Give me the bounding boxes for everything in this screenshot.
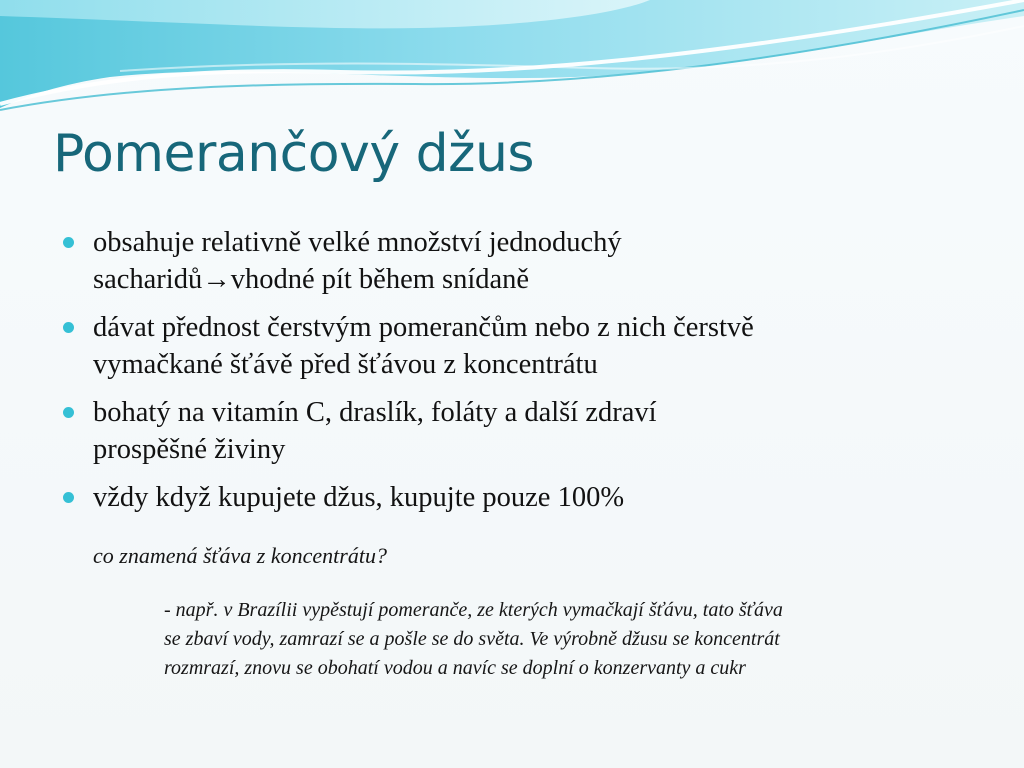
answer-line: se zbaví vody, zamrazí se a pošle se do světa. Ve výrobně džusu se koncentrát — [164, 628, 780, 650]
bullet-item — [62, 394, 982, 468]
bullet-text-line: prospěšné živiny — [93, 434, 286, 465]
slide-title: Pomerančový džus — [53, 124, 534, 184]
bullet-dot-icon — [63, 407, 74, 418]
question-text: co znamená šťáva z koncentrátu? — [93, 543, 387, 568]
bullet-dot-icon — [63, 322, 74, 333]
bullet-text-line: sacharidů→vhodné pít během snídaně — [93, 264, 530, 295]
decorative-wave-header — [0, 0, 1024, 120]
bullet-text-line: vždy když kupujete džus, kupujte pouze 100% — [93, 482, 625, 513]
answer-note — [164, 596, 984, 683]
bullet-dot-icon — [63, 492, 74, 503]
bullet-dot-icon — [63, 237, 74, 248]
bullet-item — [62, 224, 982, 298]
answer-line: rozmrazí, znovu se obohatí vodou a navíc se doplní o konzervanty a cukr — [164, 657, 746, 679]
bullet-text-line: obsahuje relativně velké množství jednoduchý — [93, 227, 622, 258]
bullet-text-line: bohatý na vitamín C, draslík, foláty a další zdraví — [93, 397, 657, 428]
bullet-text-line: vymačkané šťávě před šťávou z koncentrátu — [93, 349, 598, 380]
bullet-list — [62, 224, 982, 527]
answer-line: - např. v Brazílii vypěstují pomeranče, ze kterých vymačkají šťávu, tato šťáva — [164, 599, 783, 621]
bullet-text-line: dávat přednost čerstvým pomerančům nebo z nich čerstvě — [93, 312, 754, 343]
bullet-item — [62, 479, 982, 516]
bullet-item — [62, 309, 982, 383]
